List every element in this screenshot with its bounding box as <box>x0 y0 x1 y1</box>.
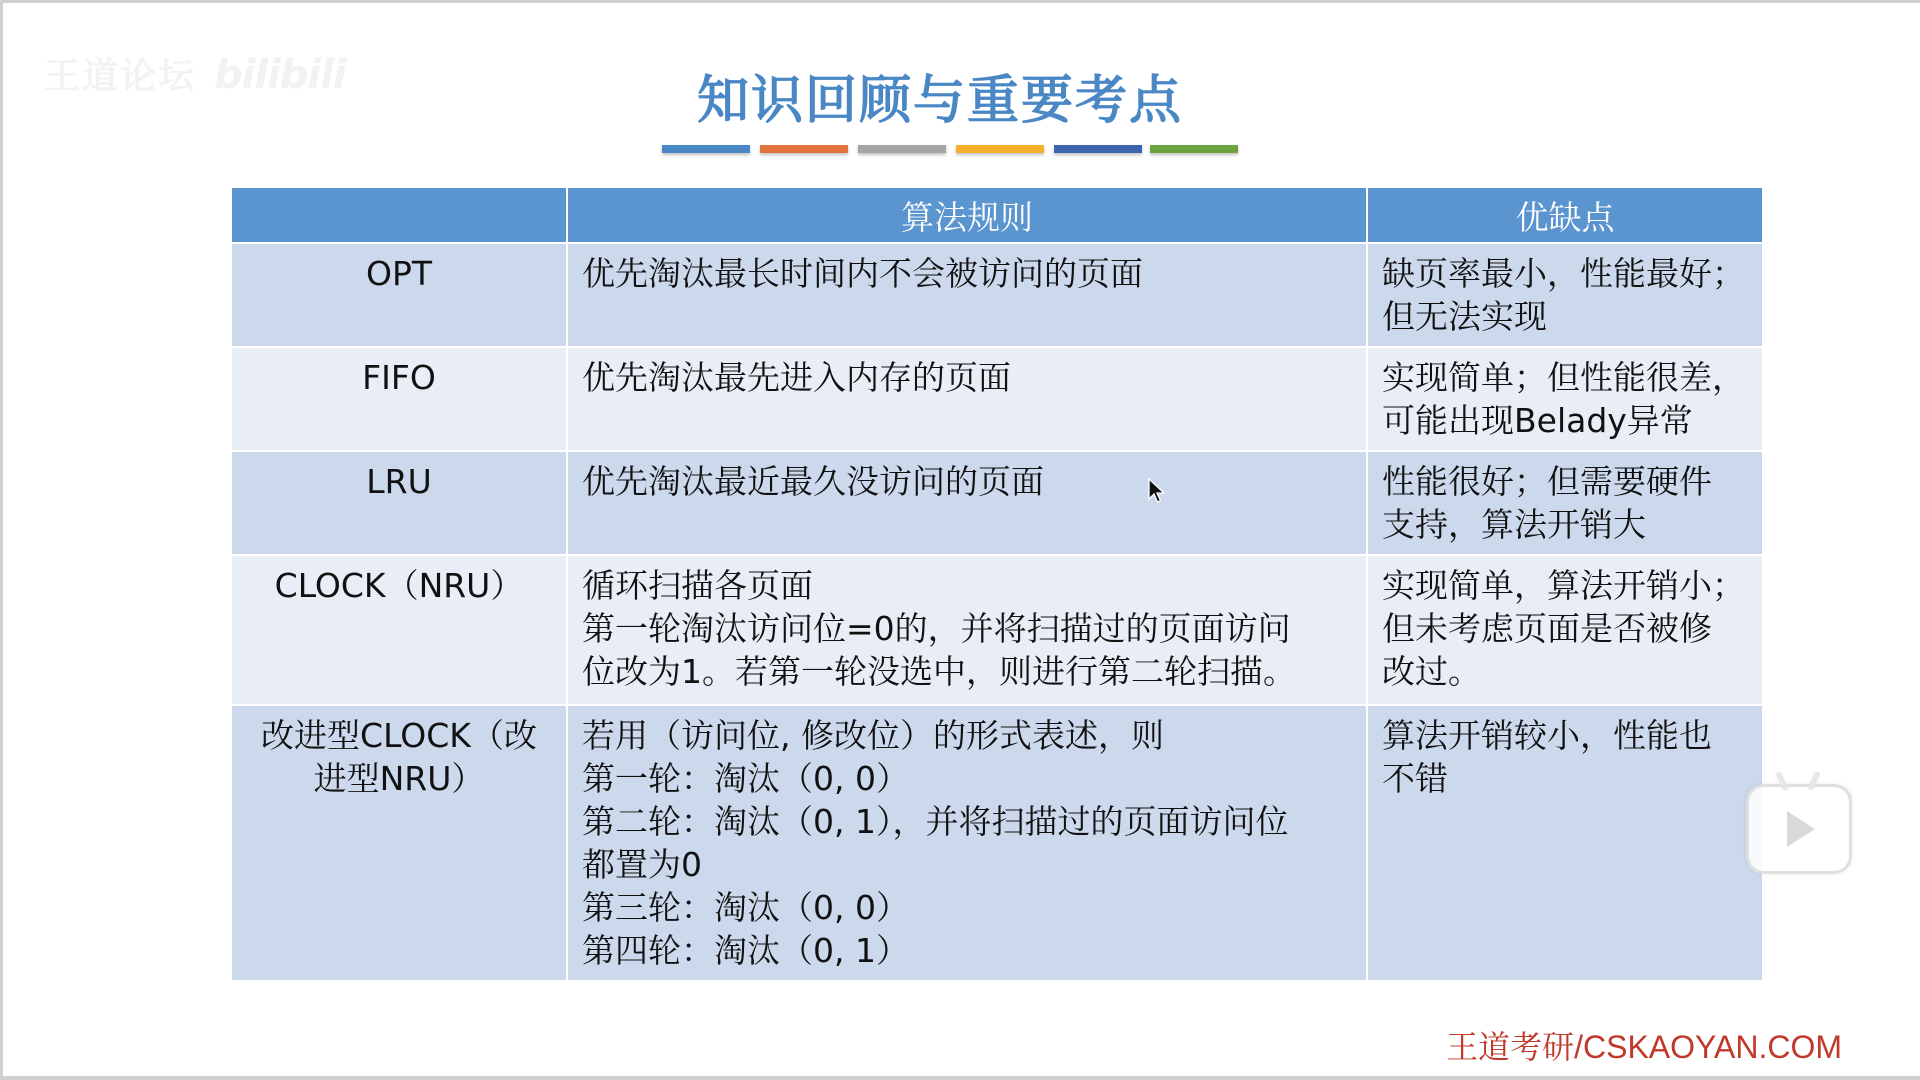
table-row <box>231 555 1763 705</box>
algorithm-cell-line: FIFO <box>362 358 436 397</box>
rule-cell-line: 第四轮：淘汰（0, 1） <box>582 931 909 970</box>
table-header-row <box>231 187 1763 243</box>
rule-cell-line: 优先淘汰最先进入内存的页面 <box>582 358 1011 397</box>
rule-cell-line: 第二轮：淘汰（0, 1），并将扫描过的页面访问位 <box>582 802 1289 841</box>
algorithm-cell <box>231 705 567 981</box>
rule-cell <box>567 347 1367 451</box>
table-row <box>231 451 1763 555</box>
algorithm-cell-line: 进型NRU） <box>313 759 485 798</box>
algorithm-cell-line: 改进型CLOCK（改 <box>261 716 537 755</box>
algorithm-cell-line: CLOCK（NRU） <box>274 566 524 605</box>
pros-cons-cell-line: 但无法实现 <box>1382 297 1547 336</box>
pros-cons-cell-line: 改过。 <box>1382 652 1481 691</box>
slide-title: 知识回顾与重要考点 <box>696 71 1183 131</box>
pros-cons-cell <box>1367 451 1763 555</box>
header-algorithm <box>231 187 567 243</box>
table-row <box>231 243 1763 347</box>
pros-cons-cell <box>1367 347 1763 451</box>
rule-cell-line: 优先淘汰最近最久没访问的页面 <box>582 462 1044 501</box>
pros-cons-cell-line: 不错 <box>1382 759 1448 798</box>
rule-cell-line: 第三轮：淘汰（0, 0） <box>582 888 909 927</box>
rule-cell-line: 第一轮：淘汰（0, 0） <box>582 759 909 798</box>
rule-cell-line: 优先淘汰最长时间内不会被访问的页面 <box>582 254 1143 293</box>
pros-cons-cell-line: 缺页率最小，性能最好； <box>1382 254 1745 293</box>
algorithm-cell <box>231 243 567 347</box>
rule-cell-line: 位改为1。若第一轮没选中，则进行第二轮扫描。 <box>582 652 1296 691</box>
rule-cell-line: 循环扫描各页面 <box>582 566 813 605</box>
rule-cell <box>567 705 1367 981</box>
title-color-bar <box>956 145 1044 153</box>
rule-cell-line: 第一轮淘汰访问位=0的，并将扫描过的页面访问 <box>582 609 1291 648</box>
brand-footer: 王道考研/CSKAOYAN.COM <box>1446 1029 1842 1065</box>
watermark-forum: 王道论坛 <box>44 56 197 97</box>
frame-bottom-border <box>0 1076 1920 1080</box>
table-row <box>231 347 1763 451</box>
title-color-bar <box>760 145 848 153</box>
pros-cons-cell-line: 算法开销较小，性能也 <box>1382 716 1712 755</box>
rule-cell <box>567 555 1367 705</box>
pros-cons-cell <box>1367 243 1763 347</box>
algorithm-cell-line: LRU <box>366 462 432 501</box>
algorithm-cell <box>231 451 567 555</box>
header-pros-cons: 优缺点 <box>1367 187 1763 243</box>
algorithm-cell <box>231 555 567 705</box>
pros-cons-cell-line: 实现简单；但性能很差， <box>1382 358 1745 397</box>
algorithm-comparison-table <box>230 186 1764 982</box>
pros-cons-cell <box>1367 705 1763 981</box>
pros-cons-cell-line: 性能很好；但需要硬件 <box>1382 462 1712 501</box>
play-icon-ear-left <box>1775 771 1789 792</box>
rule-cell-line: 若用（访问位, 修改位）的形式表述，则 <box>582 716 1164 755</box>
pros-cons-cell-line: 可能出现Belady异常 <box>1382 401 1693 440</box>
table-row <box>231 705 1763 981</box>
rule-cell-line: 都置为0 <box>582 845 702 884</box>
mouse-pointer-icon <box>1148 478 1166 504</box>
title-color-bar <box>662 145 750 153</box>
play-icon-ear-right <box>1807 771 1821 792</box>
algorithm-cell-line: OPT <box>365 254 433 293</box>
algorithm-cell <box>231 347 567 451</box>
pros-cons-cell <box>1367 555 1763 705</box>
pros-cons-cell-line: 但未考虑页面是否被修 <box>1382 609 1712 648</box>
title-color-bar <box>858 145 946 153</box>
rule-cell <box>567 451 1367 555</box>
play-triangle-icon <box>1787 811 1815 847</box>
title-color-bar <box>1054 145 1142 153</box>
frame-top-border <box>0 0 1920 3</box>
watermark-bilibili-logo: bilibili <box>214 52 346 98</box>
header-rule: 算法规则 <box>567 187 1367 243</box>
bilibili-play-icon[interactable] <box>1746 784 1852 874</box>
rule-cell <box>567 243 1367 347</box>
pros-cons-cell-line: 实现简单，算法开销小； <box>1382 566 1745 605</box>
pros-cons-cell-line: 支持，算法开销大 <box>1382 505 1646 544</box>
frame-left-border <box>0 0 3 1080</box>
title-color-bar <box>1150 145 1238 153</box>
